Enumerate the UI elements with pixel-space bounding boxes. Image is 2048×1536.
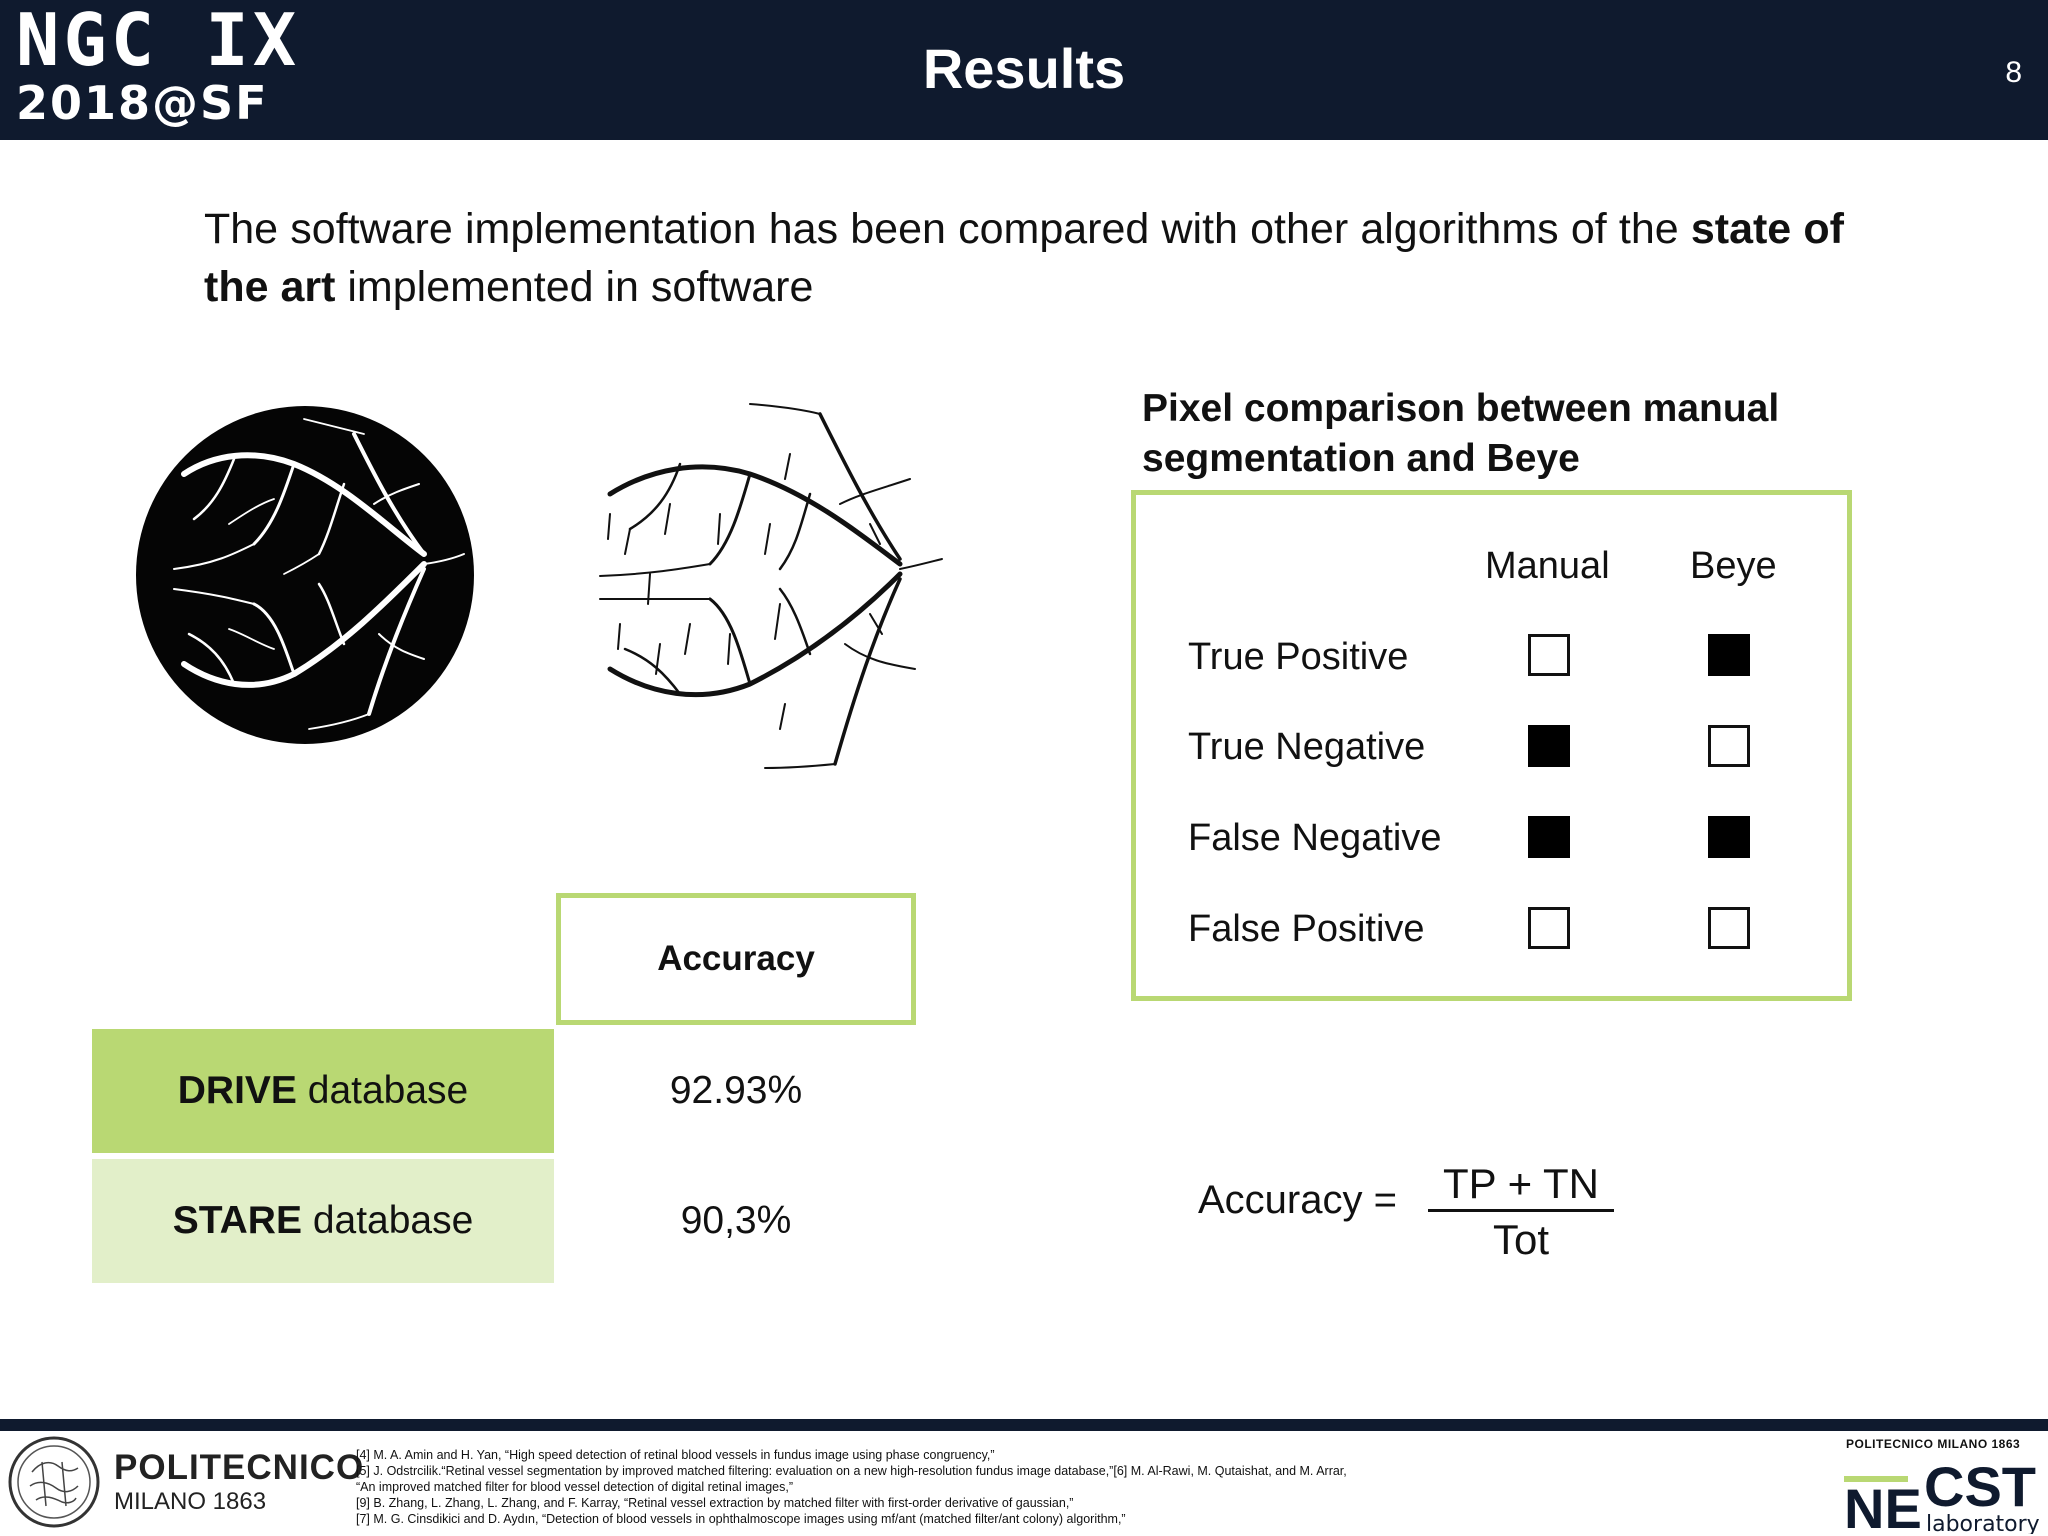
drive-accuracy-value: 92.93% — [669, 1069, 803, 1112]
necst-lab-logo — [1844, 1454, 2040, 1534]
conference-logo-line2: 2018@SF — [16, 76, 269, 130]
necst-logo-subtitle: laboratory — [1926, 1512, 2040, 1534]
references — [356, 1447, 1496, 1527]
intro-paragraph — [204, 200, 1844, 316]
necst-logo-ne: NE — [1844, 1477, 1922, 1534]
manual-segmentation-image — [134, 404, 476, 746]
page-number: 8 — [2005, 56, 2022, 89]
politecnico-seal-icon — [6, 1432, 102, 1532]
row-label-true-positive: True Positive — [1188, 636, 1409, 678]
footer-divider — [0, 1419, 2048, 1431]
tp-beye-square — [1708, 634, 1750, 676]
drive-database-label — [92, 1029, 554, 1153]
row-label-true-negative: True Negative — [1188, 726, 1426, 768]
formula-numerator: TP + TN — [1442, 1160, 1599, 1207]
fn-beye-square — [1708, 816, 1750, 858]
accuracy-header: Accuracy — [556, 893, 916, 1025]
drive-database-name: DRIVE — [177, 1069, 297, 1112]
reference-item: “An improved matched filter for blood vessel detection of digital retinal images,” — [356, 1480, 794, 1494]
tn-beye-square — [1708, 725, 1750, 767]
formula-denominator: Tot — [1492, 1216, 1550, 1263]
column-manual: Manual — [1485, 545, 1610, 587]
stare-database-suffix: database — [301, 1199, 474, 1242]
pixel-comparison-title: Pixel comparison between manual segmentation and Beye — [1142, 387, 1780, 480]
intro-bold: state of the art — [204, 205, 1844, 311]
intro-text-2: implemented in software — [335, 263, 814, 311]
row-label-false-positive: False Positive — [1188, 908, 1425, 950]
tn-manual-square — [1528, 725, 1570, 767]
stare-accuracy-value: 90,3% — [680, 1199, 792, 1242]
row-label-false-negative: False Negative — [1188, 817, 1442, 859]
reference-item: [7] M. G. Cinsdikici and D. Aydın, “Detection of blood vessels in ophthalmoscope images using mf/ant (matched filter/ant colony) algorithm,” — [356, 1512, 1126, 1526]
beye-segmentation-image — [570, 394, 950, 774]
intro-text-1: The software implementation has been compared with other algorithms of the — [204, 205, 1691, 253]
stare-database-label — [92, 1159, 554, 1283]
necst-logo-cst: CST — [1924, 1455, 2036, 1518]
fn-manual-square — [1528, 816, 1570, 858]
column-beye: Beye — [1690, 545, 1777, 587]
slide-title: Results — [922, 37, 1126, 100]
fp-beye-square — [1708, 907, 1750, 949]
conference-logo-line1: NGC IX — [16, 0, 301, 82]
stare-database-name: STARE — [172, 1199, 302, 1242]
reference-item: [9] B. Zhang, L. Zhang, L. Zhang, and F. Karray, “Retinal vessel extraction by matched filter with first-order derivative of gaussian,” — [356, 1496, 1074, 1510]
reference-item: [4] M. A. Amin and H. Yan, “High speed detection of retinal blood vessels in fundus image using phase congruency,” — [356, 1448, 995, 1462]
reference-item: [5] J. Odstrcilik.“Retinal vessel segmentation by improved matched filtering: evaluation on a new high-resolution fundus image database,”[6] M. Al-Rawi, M. Qutaishat, and M. Arrar, — [356, 1464, 1347, 1478]
slide-header — [0, 0, 2048, 140]
drive-database-suffix: database — [296, 1069, 469, 1112]
fp-manual-square — [1528, 907, 1570, 949]
tp-manual-square — [1528, 634, 1570, 676]
university-subtitle: MILANO 1863 — [114, 1488, 267, 1515]
formula-lhs: Accuracy = — [1198, 1178, 1397, 1222]
lab-affiliation: POLITECNICO MILANO 1863 — [1846, 1437, 2021, 1451]
formula-fraction-bar — [1428, 1209, 1614, 1212]
university-name: POLITECNICO — [114, 1448, 365, 1487]
